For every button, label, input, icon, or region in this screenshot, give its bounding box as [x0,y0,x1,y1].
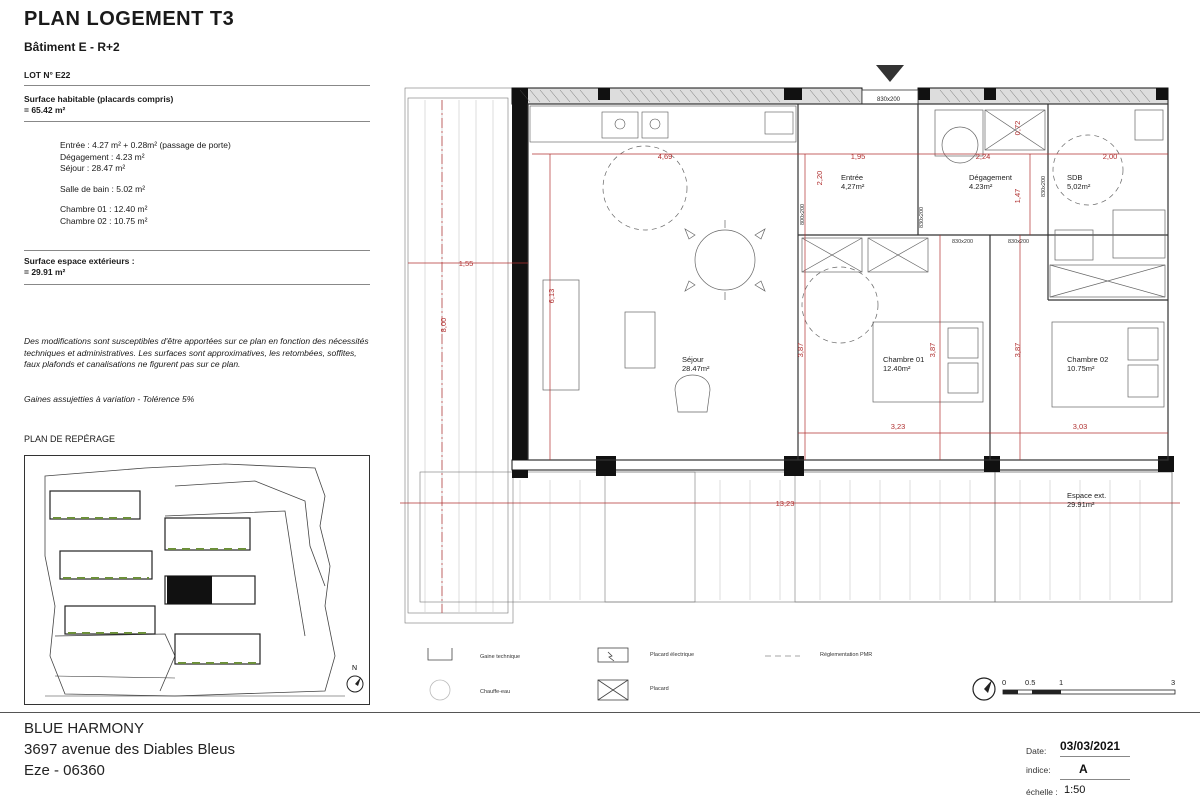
north-label: N [352,665,358,672]
legend-label: Placard électrique [650,652,695,658]
dim-top-3: 2,24 [975,152,991,161]
dim-total-width: 13,23 [775,499,795,508]
location-plan-drawing [25,456,369,704]
echelle-label: échelle : [1026,787,1058,797]
room-surface-item: Chambre 02 : 10.75 m² [60,215,148,226]
exterior-surface [24,256,135,278]
room-name-sejour: Séjour [682,355,704,364]
divider [24,250,370,251]
dim-entree-depth: 2,20 [815,170,824,186]
room-name-chambre02: Chambre 02 [1067,355,1109,364]
door-label: 830x200 [919,206,925,228]
underline [1060,756,1130,757]
dim-sejour-depth: 6,13 [547,288,556,304]
habitable-surface [24,94,173,116]
room-surface-item: Séjour : 28.47 m² [60,163,126,173]
address-line-2: Eze - 06360 [24,762,105,779]
terrace-bottom [420,472,1172,602]
scale-label: 1 [1059,678,1064,687]
legend [428,648,872,700]
room-area-exterieur: 29.91m² [1067,500,1095,509]
room-surface-item: Salle de bain : 5.02 m² [60,183,146,194]
dim-chambre01-depth: 3,87 [796,342,805,358]
technical-shaft-icon [428,648,452,660]
main-door-label: 830x200 [877,97,901,103]
indice-label: indice: [1026,765,1051,775]
door-label: 830x200 [952,239,974,245]
divider [24,121,370,122]
location-plan-title: PLAN DE REPÉRAGE [24,434,116,444]
exterior-surface-label: Surface espace extérieurs : [24,256,135,266]
room-surface-list [60,140,231,227]
legend-label: Réglementation PMR [820,652,873,658]
habitable-surface-value: = 65.42 m² [24,105,66,115]
address-line-1: 3697 avenue des Diables Bleus [24,741,235,758]
room-area-chambre02: 10.75m² [1067,364,1095,373]
room-surface-item: Chambre 01 : 12.40 m² [60,204,148,214]
room-area-sdb: 5,02m² [1067,182,1091,191]
location-plan [24,455,370,705]
scale-label: 0 [1002,678,1007,687]
divider [24,284,370,285]
underline [1060,779,1130,780]
scale-label: 0.5 [1025,678,1036,687]
room-area-sejour: 28.47m² [682,364,710,373]
divider [24,85,370,86]
room-name-degagement: Dégagement [969,173,1012,182]
page-title: PLAN LOGEMENT T3 [24,8,235,30]
dim-terrace-width: 1,55 [458,259,474,268]
legend-label: Placard [650,686,669,692]
exterior-surface-value: = 29.91 m² [24,267,66,277]
date-row [1026,741,1046,759]
lot-number: LOT N° E22 [24,70,71,80]
scale-bar [973,678,1175,700]
entry-arrow-icon [876,65,904,82]
footer-divider [0,712,1200,713]
echelle-value: 1:50 [1064,784,1086,796]
room-surface-item: Dégagement : 4.23 m² [60,151,145,162]
room-area-entree: 4,27m² [841,182,865,191]
dim-chambre01-depth-b: 3,87 [928,342,937,358]
dim-top-2: 1,95 [850,152,866,161]
disclaimer-text: Des modifications sont susceptibles d'être apportées sur ce plan en fonction des nécessités techniques et administratives. Les surfaces sont approximatives, les retombées, soffites, faux plafonds et canalisations ne figurent pas sur ce plan. [24,336,369,369]
dim-chambre01-width: 3,23 [890,422,906,431]
habitable-surface-label: Surface habitable (placards compris) [24,94,174,104]
door-label: 830x200 [1008,239,1030,245]
date-value: 03/03/2021 [1060,739,1121,753]
room-name-entree: Entrée [841,173,864,182]
floor-plan [380,60,1200,710]
exterior-walls [512,88,1174,478]
dim-chambre02-width: 3,03 [1072,422,1088,431]
room-name-exterieur: Espace ext. [1067,491,1107,500]
dining-table [543,146,765,412]
indice-value: A [1079,762,1088,776]
room-area-degagement: 4.23m² [969,182,993,191]
kitchen [530,106,796,142]
door-label: 800x200 [800,203,806,225]
legend-label: Chauffe-eau [480,689,511,695]
room-name-chambre01: Chambre 01 [883,355,925,364]
scale-label: 3 [1171,678,1176,687]
door-label: 830x200 [1041,175,1047,197]
dim-door-small: 0,72 [1013,120,1022,136]
date-label: Date: [1026,746,1047,756]
room-area-chambre01: 12.40m² [883,364,911,373]
dim-degagement-depth: 1,47 [1013,188,1022,204]
room-name-sdb: SDB [1067,173,1083,182]
address-block [24,718,235,781]
dim-chambre02-depth: 3,87 [1013,342,1022,358]
water-heater-icon [430,680,450,700]
legend-label: Gaine technique [480,654,521,660]
interior-walls [528,104,1168,460]
dim-top-4: 2,00 [1102,152,1118,161]
room-surface-item: Entrée : 4.27 m² + 0.28m² (passage de porte) [60,140,231,150]
building-label: Bâtiment E - R+2 [24,40,120,54]
tolerance-note: Gaines assujetties à variation - Tolérence 5% [24,394,195,404]
dim-top-1: 4,69 [657,152,673,161]
company-name: BLUE HARMONY [24,720,145,737]
dim-overall-height: 8,00 [439,317,448,333]
